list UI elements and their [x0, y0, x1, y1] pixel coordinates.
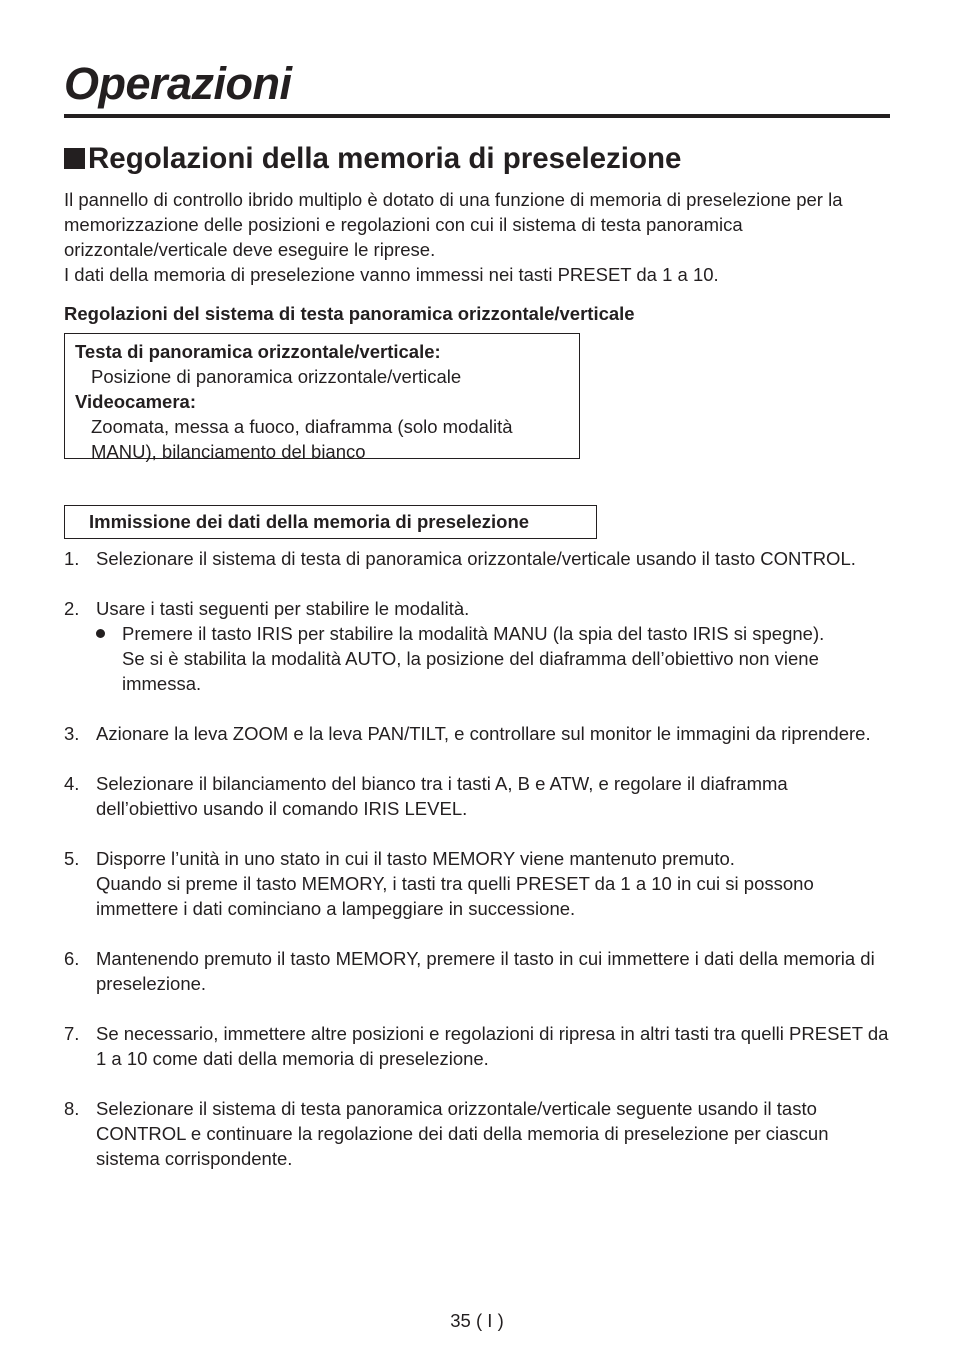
step-text: Usare i tasti seguenti per stabilire le modalità. — [96, 598, 470, 619]
step-text: Se necessario, immettere altre posizioni e regolazioni di ripresa in altri tasti tra quelli PRESET da 1 a 10 come dati della memoria di preselezione. — [96, 1023, 889, 1069]
step-number: 5. — [64, 848, 80, 869]
step-3 — [64, 721, 894, 746]
step-text: Selezionare il sistema di testa di panoramica orizzontale/verticale usando il tasto CONTROL. — [96, 548, 856, 569]
step-number: 7. — [64, 1023, 80, 1044]
camera-value: Zoomata, messa a fuoco, diaframma (solo modalità MANU), bilanciamento del bianco — [91, 416, 513, 462]
step-bullet — [96, 621, 894, 696]
bullet-dot-icon — [96, 629, 105, 638]
step-2 — [64, 596, 894, 696]
step-7 — [64, 1021, 894, 1071]
step-number: 2. — [64, 598, 80, 619]
step-1 — [64, 546, 894, 571]
step-4 — [64, 771, 894, 821]
step-text: Mantenendo premuto il tasto MEMORY, premere il tasto in cui immettere i dati della memoria di preselezione. — [96, 948, 875, 994]
page-title: Operazioni — [64, 58, 292, 109]
step-text: Azionare la leva ZOOM e la leva PAN/TILT, e controllare sul monitor le immagini da riprendere. — [96, 723, 871, 744]
bullet-text: Premere il tasto IRIS per stabilire la modalità MANU (la spia del tasto IRIS si spegne). — [122, 623, 825, 644]
procedure-title: Immissione dei dati della memoria di preselezione — [64, 505, 597, 539]
step-text: Disporre l’unità in uno stato in cui il tasto MEMORY viene mantenuto premuto. — [96, 848, 735, 869]
intro-paragraph-2: I dati della memoria di preselezione vanno immessi nei tasti PRESET da 1 a 10. — [64, 264, 719, 285]
step-number: 4. — [64, 773, 80, 794]
intro-text — [64, 187, 894, 287]
settings-box — [64, 333, 580, 462]
step-5 — [64, 846, 894, 921]
step-8 — [64, 1096, 894, 1171]
step-6 — [64, 946, 894, 996]
square-bullet-icon — [64, 148, 85, 169]
step-text-2: Quando si preme il tasto MEMORY, i tasti tra quelli PRESET da 1 a 10 in cui si possono immettere i dati cominciano a lampeggiare in successione. — [96, 873, 814, 919]
step-text: Selezionare il bilanciamento del bianco tra i tasti A, B e ATW, e regolare il diaframma dell’obiettivo usando il comando IRIS LEVEL. — [96, 773, 788, 819]
head-value: Posizione di panoramica orizzontale/verticale — [91, 366, 462, 387]
head-label: Testa di panoramica orizzontale/verticale: — [75, 341, 441, 362]
camera-label: Videocamera: — [75, 391, 196, 412]
section-heading-text: Regolazioni della memoria di preselezione — [88, 142, 682, 175]
steps-list — [64, 546, 894, 1196]
settings-heading: Regolazioni del sistema di testa panoramica orizzontale/verticale — [64, 303, 635, 324]
step-number: 1. — [64, 548, 80, 569]
bullet-note: Se si è stabilita la modalità AUTO, la posizione del diaframma dell’obiettivo non viene immessa. — [122, 648, 819, 694]
step-number: 3. — [64, 723, 80, 744]
intro-paragraph: Il pannello di controllo ibrido multiplo è dotato di una funzione di memoria di preselezione per la memorizzazione delle posizioni e regolazioni con cui il sistema di testa panoramica orizzontale/verticale deve eseguire le riprese. — [64, 189, 843, 260]
step-number: 6. — [64, 948, 80, 969]
page-number: 35 ( I ) — [450, 1310, 504, 1331]
title-rule — [64, 114, 890, 118]
step-text: Selezionare il sistema di testa panoramica orizzontale/verticale seguente usando il tasto CONTROL e continuare la regolazione dei dati della memoria di preselezione per ciascun sistema corrispondente. — [96, 1098, 829, 1169]
section-heading — [64, 141, 681, 177]
step-number: 8. — [64, 1098, 80, 1119]
